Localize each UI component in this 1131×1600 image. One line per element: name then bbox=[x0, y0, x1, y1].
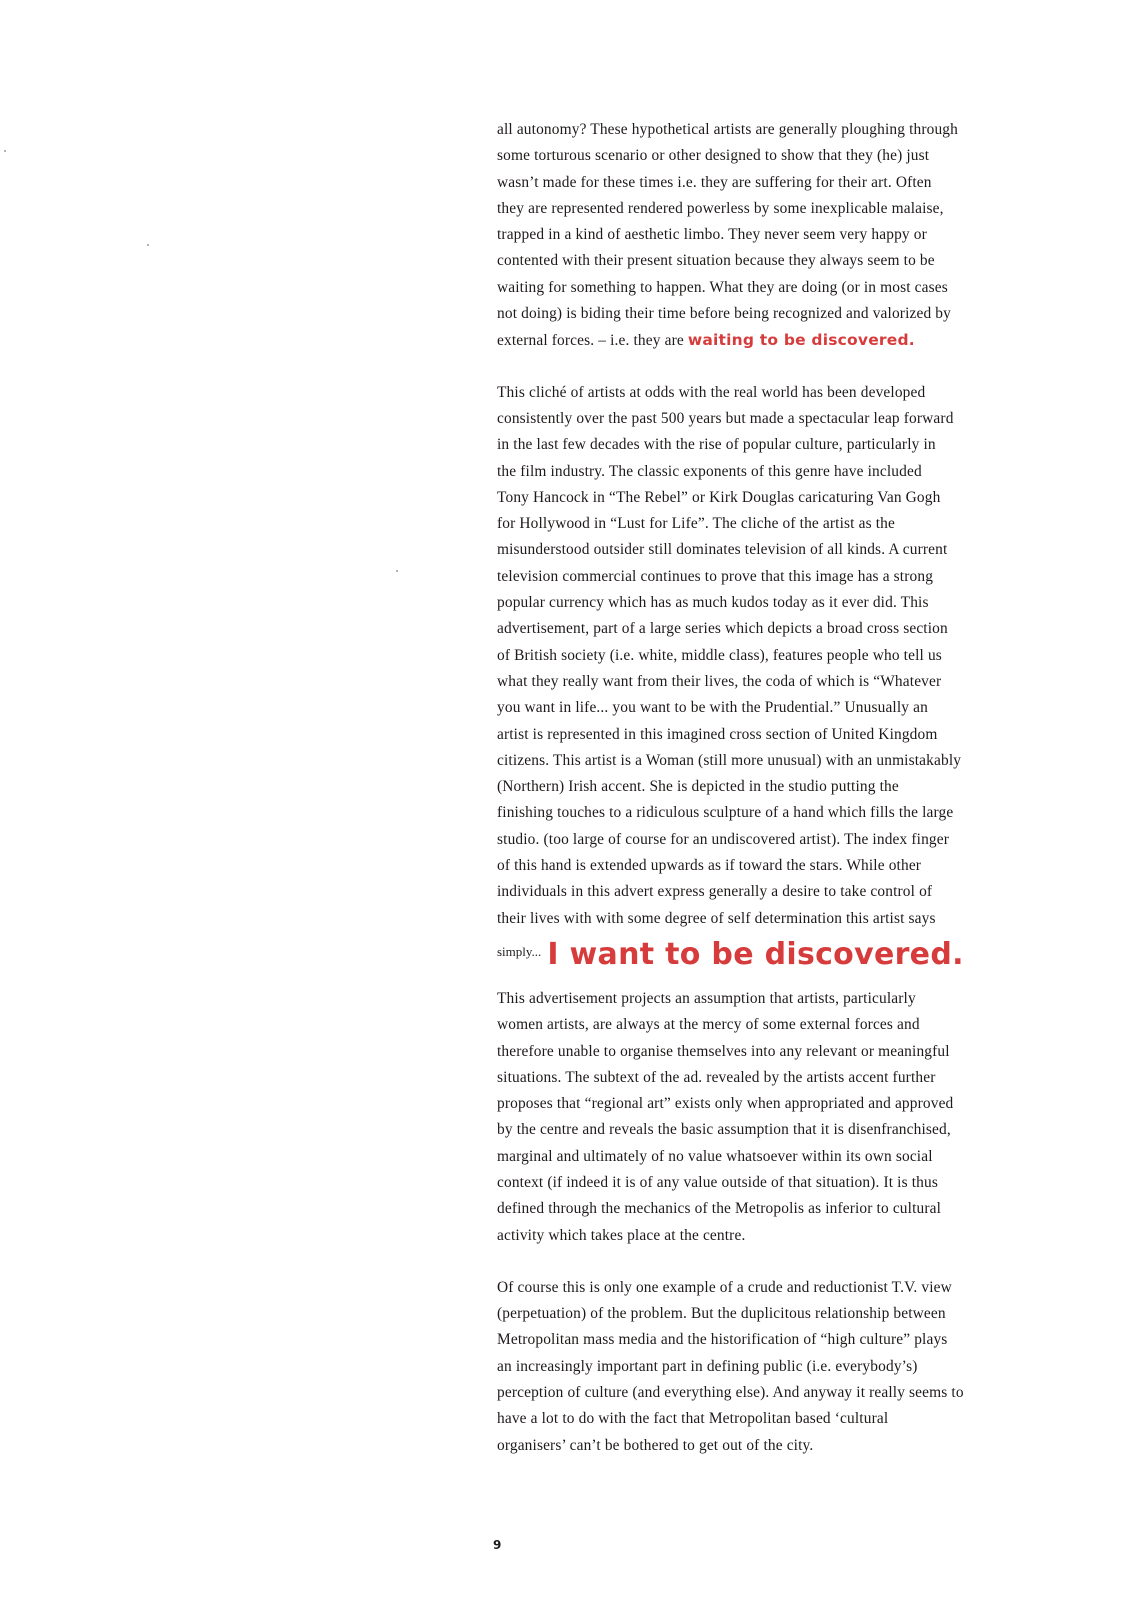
paragraph-gap bbox=[497, 1249, 1017, 1275]
text-line: proposes that “regional art” exists only when appropriated and approved bbox=[497, 1095, 954, 1113]
text-line: an increasingly important part in defining public (i.e. everybody’s) bbox=[497, 1357, 918, 1375]
text-line: advertisement, part of a large series which depicts a broad cross section bbox=[497, 620, 948, 638]
text-line: situations. The subtext of the ad. revealed by the artists accent further bbox=[497, 1068, 936, 1086]
text-line: This advertisement projects an assumption that artists, particularly bbox=[497, 989, 916, 1007]
paragraph-gap bbox=[497, 972, 1017, 986]
highlight-waiting-to-be-discovered: waiting to be discovered. bbox=[687, 331, 915, 350]
paragraph-3 bbox=[497, 986, 1017, 1249]
text-line: perception of culture (and everything else). And anyway it really seems to bbox=[497, 1384, 964, 1402]
text-line: (Northern) Irish accent. She is depicted in the studio putting the bbox=[497, 778, 899, 796]
scan-speck bbox=[4, 150, 6, 152]
text-line: individuals in this advert express generally a desire to take control of bbox=[497, 883, 933, 901]
text-line: Tony Hancock in “The Rebel” or Kirk Douglas caricaturing Van Gogh bbox=[497, 488, 941, 506]
text-line: waiting for something to happen. What they are doing (or in most cases bbox=[497, 278, 948, 296]
text-line: have a lot to do with the fact that Metropolitan based ‘cultural bbox=[497, 1410, 889, 1428]
text-line: the film industry. The classic exponents of this genre have included bbox=[497, 462, 922, 480]
pull-quote-line bbox=[497, 932, 1017, 972]
text-line: by the centre and reveals the basic assumption that it is disenfranchised, bbox=[497, 1121, 951, 1139]
text-line: you want in life... you want to be with the Prudential.” Unusually an bbox=[497, 699, 928, 717]
text-column bbox=[497, 117, 1017, 1459]
text-line: contented with their present situation because they always seem to be bbox=[497, 252, 935, 270]
text-line: some torturous scenario or other designed to show that they (he) just bbox=[497, 147, 930, 165]
text-span: simply... bbox=[497, 943, 542, 959]
paragraph-2 bbox=[497, 380, 1017, 972]
text-line: activity which takes place at the centre. bbox=[497, 1226, 746, 1244]
text-line: artist is represented in this imagined cross section of United Kingdom bbox=[497, 725, 938, 743]
text-line bbox=[497, 327, 1017, 353]
text-line: context (if indeed it is of any value outside of that situation). It is thus bbox=[497, 1173, 938, 1191]
text-line: wasn’t made for these times i.e. they are suffering for their art. Often bbox=[497, 173, 932, 191]
text-line: women artists, are always at the mercy of some external forces and bbox=[497, 1016, 920, 1034]
text-line: Metropolitan mass media and the historification of “high culture” plays bbox=[497, 1331, 948, 1349]
text-line: misunderstood outsider still dominates television of all kinds. A current bbox=[497, 541, 948, 559]
text-line: popular currency which has as much kudos today as it ever did. This bbox=[497, 594, 929, 612]
text-line: their lives with with some degree of self determination this artist says bbox=[497, 909, 936, 927]
text-line: of British society (i.e. white, middle class), features people who tell us bbox=[497, 646, 942, 664]
text-line: (perpetuation) of the problem. But the duplicitous relationship between bbox=[497, 1305, 946, 1323]
text-line: of this hand is extended upwards as if toward the stars. While other bbox=[497, 857, 922, 875]
text-line: consistently over the past 500 years but made a spectacular leap forward bbox=[497, 409, 954, 427]
text-line: trapped in a kind of aesthetic limbo. They never seem very happy or bbox=[497, 226, 927, 244]
text-line: therefore unable to organise themselves into any relevant or meaningful bbox=[497, 1042, 950, 1060]
text-line: organisers’ can’t be bothered to get out of the city. bbox=[497, 1436, 814, 1454]
text-line: television commercial continues to prove that this image has a strong bbox=[497, 567, 934, 585]
text-line: defined through the mechanics of the Metropolis as inferior to cultural bbox=[497, 1200, 942, 1218]
text-line: Of course this is only one example of a crude and reductionist T.V. view bbox=[497, 1278, 952, 1296]
text-line: finishing touches to a ridiculous sculpture of a hand which fills the large bbox=[497, 804, 954, 822]
text-line: what they really want from their lives, the coda of which is “Whatever bbox=[497, 672, 942, 690]
text-line: in the last few decades with the rise of popular culture, particularly in bbox=[497, 436, 936, 454]
paragraph-gap bbox=[497, 354, 1017, 380]
text-line: they are represented rendered powerless by some inexplicable malaise, bbox=[497, 199, 944, 217]
text-line: studio. (too large of course for an undiscovered artist). The index finger bbox=[497, 830, 950, 848]
text-line: This cliché of artists at odds with the real world has been developed bbox=[497, 383, 926, 401]
paragraph-1 bbox=[497, 117, 1017, 354]
pull-quote-i-want-to-be-discovered: I want to be discovered. bbox=[547, 936, 964, 972]
text-span: external forces. – i.e. they are bbox=[497, 332, 688, 350]
text-line: citizens. This artist is a Woman (still more unusual) with an unmistakably bbox=[497, 751, 962, 769]
scan-speck bbox=[147, 244, 149, 246]
text-line: not doing) is biding their time before being recognized and valorized by bbox=[497, 305, 952, 323]
paragraph-4 bbox=[497, 1275, 1017, 1459]
page-number: 9 bbox=[493, 1538, 502, 1552]
scan-speck bbox=[396, 570, 398, 572]
text-line: marginal and ultimately of no value whatsoever within its own social bbox=[497, 1147, 933, 1165]
text-line: all autonomy? These hypothetical artists are generally ploughing through bbox=[497, 121, 958, 138]
text-line: for Hollywood in “Lust for Life”. The cliche of the artist as the bbox=[497, 515, 895, 533]
